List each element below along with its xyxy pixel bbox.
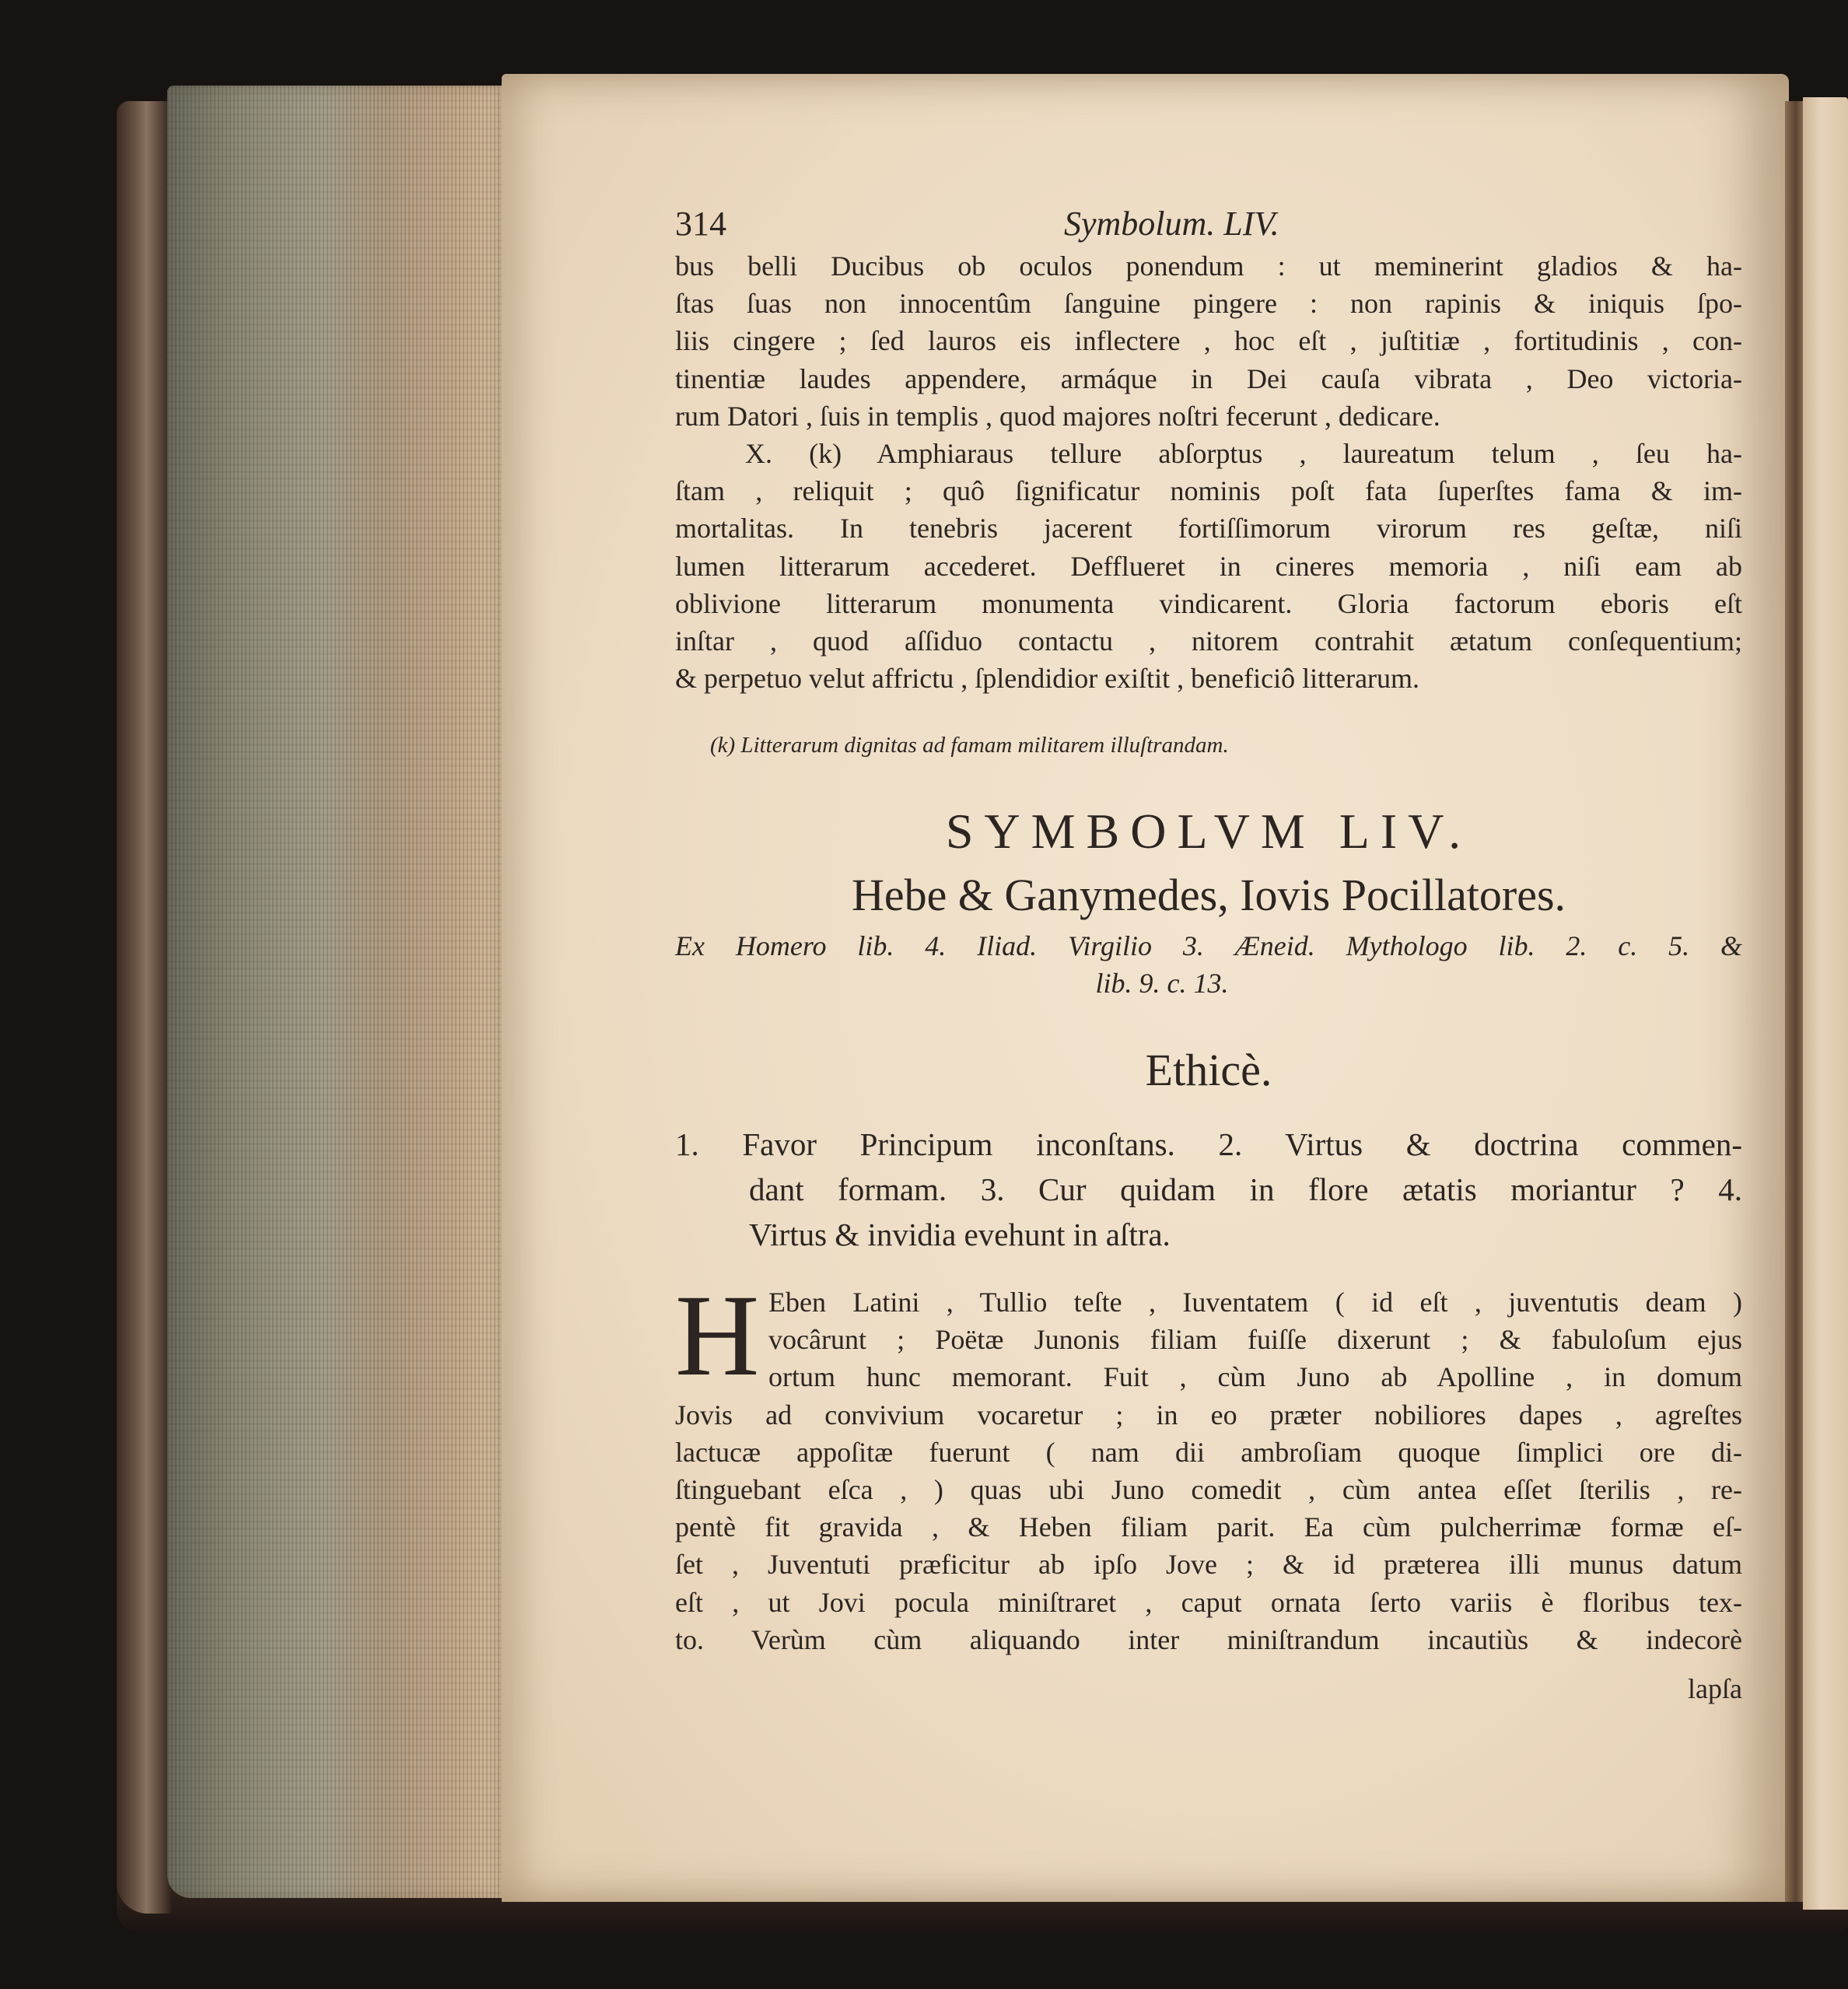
running-title: Symbolum. LIV.: [1064, 205, 1279, 243]
drop-cap: H: [675, 1271, 760, 1400]
source-line: lib. 9. c. 13.: [1095, 968, 1229, 999]
text-line: rum Datori , ſuis in templis , quod majores noſtri fecerunt , dedicare.: [675, 400, 1440, 432]
text-line: X. (k) Amphiaraus tellure abſorptus , laureatum telum , ſeu ha-: [745, 438, 1742, 470]
text-line: lumen litterarum accederet. Defflueret in cineres memoria , niſi eam ab: [675, 550, 1742, 582]
text-line: bus belli Ducibus ob oculos ponendum : ut meminerint gladios & ha-: [675, 250, 1742, 282]
continued-text: [675, 247, 1742, 697]
text-line: ſtas ſuas non innocentûm ſanguine pingere : non rapinis & iniquis ſpo-: [675, 288, 1742, 320]
text-line: mortalitas. In tenebris jacerent fortiſſimorum virorum res geſtæ, niſi: [675, 513, 1742, 545]
symbol-subtitle: Hebe & Ganymedes, Iovis Pocillatores.: [851, 870, 1566, 920]
moral-points: [675, 1122, 1742, 1257]
text-line: liis cingere ; ſed lauros eis inflectere , hoc eſt , juſtitiæ , fortitudinis , con-: [675, 325, 1742, 357]
text-line: Eben Latini , Tullio teſte , Iuventatem ( id eſt , juventutis deam ): [768, 1287, 1742, 1318]
text-line: ſet , Juventuti præficitur ab ipſo Jove ; & id præterea illi munus datum: [675, 1549, 1742, 1581]
text-line: pentè fit gravida , & Heben filiam parit. Ea cùm pulcherrimæ formæ eſ-: [675, 1511, 1742, 1543]
text-line: inſtar , quod aſſiduo contactu , nitorem contrahit ætatum conſequentium;: [675, 625, 1742, 657]
text-line: eſt , ut Jovi pocula miniſtraret , caput ornata ſerto variis è floribus tex-: [675, 1586, 1742, 1618]
section-heading: Ethicè.: [1145, 1045, 1272, 1095]
text-line: ſtam , reliquit ; quô ſignificatur nominis poſt fata ſuperſtes fama & im-: [675, 475, 1742, 507]
text-line: tinentiæ laudes appendere, armáque in Dei cauſa vibrata , Deo victoria-: [675, 362, 1742, 394]
points-line: dant formam. 3. Cur quidam in flore ætatis moriantur ? 4.: [749, 1171, 1742, 1207]
source-line: Ex Homero lib. 4. Iliad. Virgilio 3. Æneid. Mythologo lib. 2. c. 5. &: [675, 930, 1742, 961]
text-line: & perpetuo velut affrictu , ſplendidior exiſtit , beneficiô litterarum.: [675, 663, 1420, 695]
text-line: ortum hunc memorant. Fuit , cùm Juno ab Apolline , in domum: [768, 1361, 1742, 1393]
text-line: lactucæ appoſitæ fuerunt ( nam dii ambroſiam quoque ſimplici ore di-: [675, 1436, 1742, 1468]
text-line: to. Verùm cùm aliquando inter miniſtrandum incautiùs & indecorè: [675, 1623, 1742, 1655]
page-number: 314: [675, 205, 726, 243]
facing-page-edge: [1803, 97, 1848, 1910]
footnote: (k) Litterarum dignitas ad famam militarem illuſtrandam.: [710, 733, 1229, 758]
text-line: ſtinguebant eſca , ) quas ubi Juno comedit , cùm antea eſſet ſterilis , re-: [675, 1474, 1742, 1506]
text-line: vocârunt ; Poëtæ Junonis filiam fuiſſe dixerunt ; & fabuloſum ejus: [768, 1324, 1742, 1356]
points-line: Virtus & invidia evehunt in aſtra.: [749, 1217, 1171, 1252]
text-line: Jovis ad convivium vocaretur ; in eo præter nobiliores dapes , agreſtes: [675, 1399, 1742, 1430]
text-line: oblivione litterarum monumenta vindicarent. Gloria factorum eboris eſt: [675, 587, 1742, 619]
catchword: lapſa: [1688, 1673, 1742, 1704]
symbol-heading: SYMBOLVM LIV.: [945, 804, 1472, 859]
points-line: 1. Favor Principum inconſtans. 2. Virtus & doctrina commen-: [675, 1126, 1742, 1162]
book-spine: [117, 101, 171, 1914]
running-head: [675, 204, 1742, 244]
main-paragraph: [675, 1271, 1742, 1658]
source-reference: [675, 927, 1742, 1002]
page-block-edges: [167, 86, 509, 1898]
